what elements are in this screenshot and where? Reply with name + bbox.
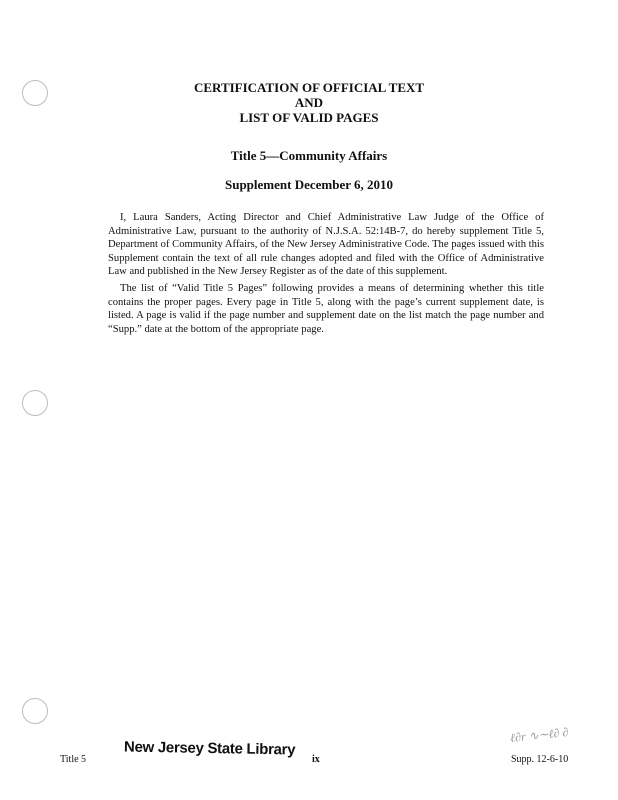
- punch-hole-bottom: [22, 698, 48, 724]
- library-stamp: New Jersey State Library: [123, 738, 296, 759]
- footer-title: Title 5: [60, 754, 87, 765]
- page-header: [0, 80, 618, 125]
- valid-pages-paragraph: The list of “Valid Title 5 Pages” following provides a means of determining whether this title contains the proper pages. Every page in Title 5, along with the page’s current supplement date, is listed. A page is valid if the page number and supplement date on the list match the page number and “Supp.” date at the bottom of the appropriate page.: [108, 283, 544, 335]
- page-number: ix: [312, 754, 320, 765]
- supplement-line: Supplement December 6, 2010: [224, 177, 394, 192]
- certification-paragraph: I, Laura Sanders, Acting Director and Chief Administrative Law Judge of the Office of Administrative Law, pursuant to the authority of N.J.S.A. 52:14B-7, do hereby supplement Title 5, Department of Community Affairs, of the New Jersey Administrative Code. The pages issued with this Supplement contain the text of all rule changes adopted and filed with the Office of Administrative Law and published in the New Jersey Register as of the date of this supplement.: [108, 212, 544, 277]
- handwritten-mark: ℓ∂r ∿∼ℓ∂ ∂: [509, 724, 570, 746]
- header-line-2: AND: [294, 95, 324, 110]
- header-line-1: CERTIFICATION OF OFFICIAL TEXT: [193, 80, 425, 95]
- punch-hole-middle: [22, 390, 48, 416]
- header-line-3: LIST OF VALID PAGES: [239, 110, 379, 125]
- title-line: Title 5—Community Affairs: [230, 148, 388, 163]
- footer-supp-date: Supp. 12-6-10: [511, 754, 569, 765]
